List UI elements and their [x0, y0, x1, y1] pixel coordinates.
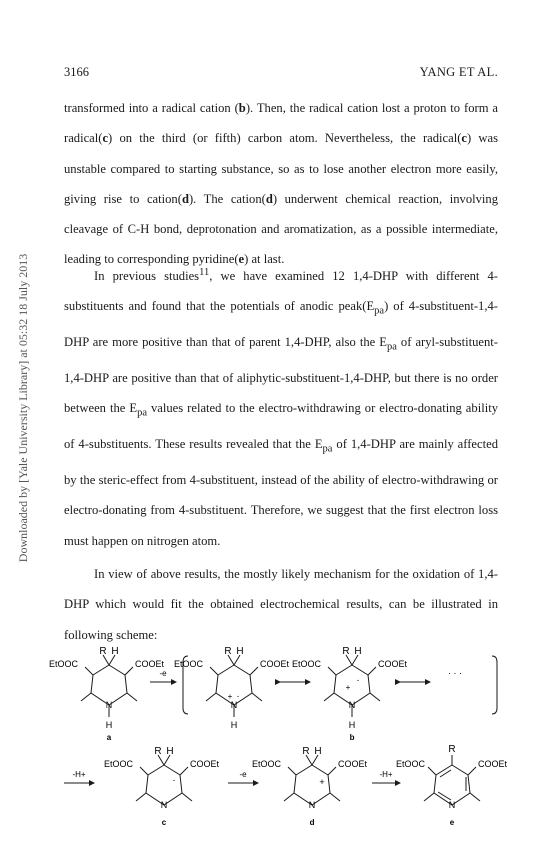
svg-text:-e: -e — [239, 770, 247, 779]
svg-text:R: R — [224, 646, 232, 657]
svg-text:N: N — [230, 700, 238, 710]
svg-text:EtOOC: EtOOC — [173, 659, 203, 669]
svg-text:R: R — [342, 646, 350, 657]
svg-text:-H+: -H+ — [72, 770, 86, 779]
svg-text:R: R — [99, 646, 107, 657]
compound-c — [104, 746, 220, 827]
paragraph-mechanism: transformed into a radical cation (b). Then, the radical cation lost a proton to form a radical(c) on the third (or fifth) carbon atom. Nevertheless, the radical(c) was unstable compared to starting substance, so as to lose another electron more easily, giving rise to cation(d). The cation(d) underwent chemical reaction, involving cleavage of C-H bond, deprotonation and aromatization, as a possible intermediate, leading to corresponding pyridine(e) at last. — [64, 101, 499, 267]
svg-text:EtOOC: EtOOC — [251, 759, 281, 769]
svg-text:N: N — [105, 700, 113, 710]
svg-text:COOEt: COOEt — [260, 659, 290, 669]
svg-text:COOEt: COOEt — [478, 759, 508, 769]
svg-text:H: H — [105, 720, 113, 730]
svg-text:N: N — [160, 800, 168, 810]
label-a: a — [106, 733, 112, 742]
arrow-minus-e-1 — [150, 669, 176, 682]
svg-text:+: + — [345, 683, 351, 692]
svg-text:H: H — [236, 646, 244, 657]
svg-text:H: H — [230, 720, 238, 730]
svg-text:+: + — [227, 692, 233, 701]
svg-text:·: · — [356, 675, 360, 686]
compound-b-resonance-1 — [174, 646, 290, 730]
svg-text:COOEt: COOEt — [190, 759, 220, 769]
label-d: d — [309, 818, 315, 827]
compound-e — [396, 744, 508, 827]
ellipsis: · · · — [448, 668, 462, 678]
paragraph-previous-studies: In previous studies$^{11}$, we have examined 12 1,4-DHP with different 4-substituents and found that the potentials of anodic $peak(E_{pa})$ of 4-substituent-1,4-DHP are more positive than that of parent 1,4-DHP, also the $E_{pa}$ of aryl-substituent-1,4-DHP are positive than that of aliphytic-substituent-1,4-DHP, but there is no order between the $E_{pa}$ values related to the electro-withdrawing or electro-donating ability of 4-substituents. These results revealed that the $E_{pa}$ of 1,4-DHP are mainly affected by the steric-effect from 4-substituent, instead of the ability of electro-withdrawing or electro-donating from 4-substituent. Therefore, we suggest that the first electron loss must happen on nitrogen atom. — [64, 267, 499, 548]
svg-text:COOEt: COOEt — [378, 659, 408, 669]
svg-text:·: · — [172, 775, 176, 786]
label-c: c — [161, 818, 167, 827]
compound-a — [49, 646, 165, 742]
svg-text:COOEt: COOEt — [338, 759, 368, 769]
svg-text:-e: -e — [159, 669, 167, 678]
running-head: YANG ET AL. — [419, 65, 498, 79]
svg-text:H: H — [166, 746, 174, 757]
svg-text:R: R — [154, 746, 162, 757]
label-e: e — [449, 818, 455, 827]
svg-text:H: H — [314, 746, 322, 757]
compound-d — [252, 746, 368, 827]
arrow-minus-h-1 — [64, 770, 94, 783]
svg-text:EtOOC: EtOOC — [291, 659, 321, 669]
page-number: 3166 — [64, 65, 89, 79]
svg-text:EtOOC: EtOOC — [48, 659, 78, 669]
svg-text:N: N — [348, 700, 356, 710]
svg-text:+: + — [319, 777, 325, 787]
label-b: b — [349, 733, 355, 742]
arrow-minus-h-2 — [372, 770, 400, 783]
citation-reference[interactable]: 11 — [199, 267, 210, 278]
paragraph-scheme-intro: In view of above results, the mostly likely mechanism for the oxidation of 1,4-DHP which would fit the obtained electrochemical results, can be illustrated in following scheme: — [64, 567, 498, 642]
bracket-right — [492, 656, 497, 714]
svg-text:EtOOC: EtOOC — [103, 759, 133, 769]
svg-text:EtOOC: EtOOC — [395, 759, 425, 769]
arrow-minus-e-2 — [228, 770, 258, 783]
reaction-scheme — [48, 646, 514, 827]
compound-b-resonance-2 — [292, 646, 408, 742]
download-notice: Downloaded by [Yale University Library] at 05:32 18 July 2013 — [16, 253, 30, 563]
svg-text:COOEt: COOEt — [135, 659, 165, 669]
svg-text:N: N — [448, 800, 456, 810]
svg-text:H: H — [348, 720, 356, 730]
svg-text:·: · — [236, 691, 240, 702]
svg-text:N: N — [308, 800, 316, 810]
svg-text:R: R — [302, 746, 310, 757]
svg-text:H: H — [354, 646, 362, 657]
svg-text:R: R — [448, 744, 456, 755]
svg-text:H: H — [111, 646, 119, 657]
svg-text:-H+: -H+ — [379, 770, 393, 779]
